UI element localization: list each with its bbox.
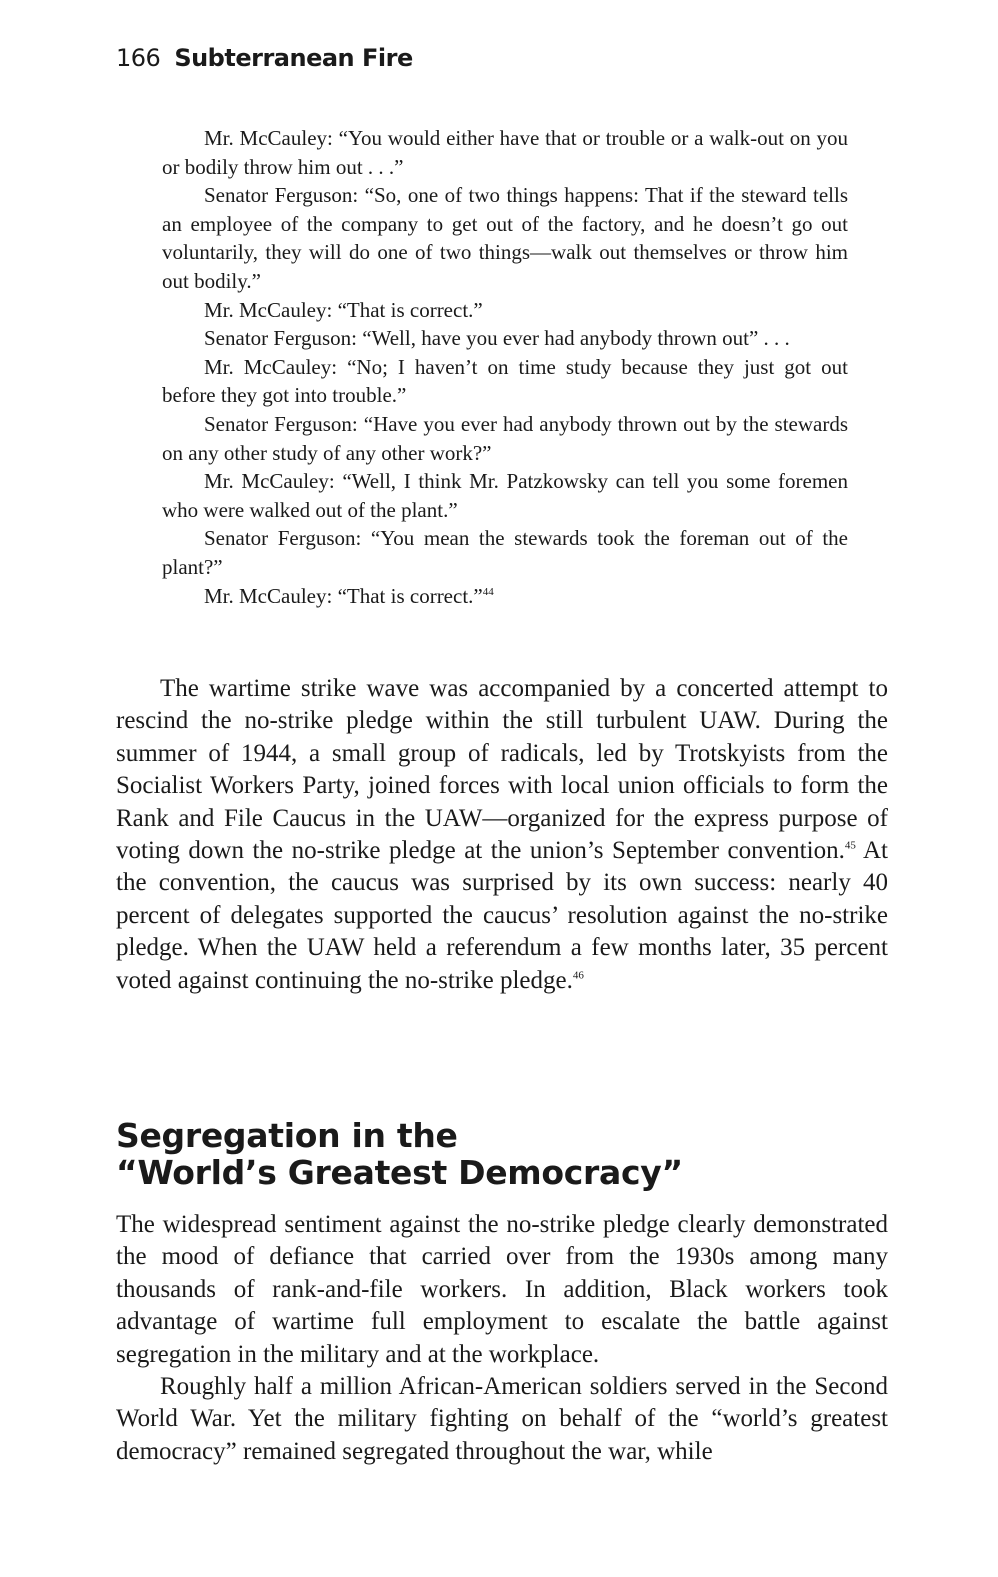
testimony-line: Senator Ferguson: “Have you ever had anybody thrown out by the stewards on any other study of any other work?” bbox=[162, 411, 848, 465]
body-section-2 bbox=[116, 1209, 888, 1468]
running-title: Subterranean Fire bbox=[174, 44, 413, 72]
testimony-text: Mr. McCauley: “That is correct.” bbox=[204, 583, 483, 608]
footnote-marker: 46 bbox=[572, 969, 584, 982]
testimony-line: Senator Ferguson: “So, one of two things happens: That if the steward tells an employee of the company to get out of the factory, and he doesn’t go out voluntarily, they will do one of two things—walk out themselves or throw him out bodily.” bbox=[162, 183, 848, 293]
testimony-line: Mr. McCauley: “You would either have that or trouble or a walk-out on you or bodily throw him out . . .” bbox=[162, 126, 848, 179]
footnote-marker: 44 bbox=[482, 585, 494, 598]
body-paragraph bbox=[116, 673, 888, 997]
paragraph-text: At the convention, the caucus was surprised by its own success: nearly 40 percent of delegates supported the caucus’ resolution against the no-strike pledge. When the UAW held a referendum a few months later, 35 percent voted against continuing the no-strike pledge. bbox=[116, 837, 888, 994]
testimony-line bbox=[162, 582, 848, 611]
section-heading-line: “World’s Greatest Democracy” bbox=[116, 1153, 683, 1192]
page-number: 166 bbox=[116, 44, 161, 72]
testimony-extract bbox=[162, 124, 848, 610]
section-heading-line: Segregation in the bbox=[116, 1116, 458, 1155]
testimony-line: Senator Ferguson: “Well, have you ever had anybody thrown out” . . . bbox=[204, 326, 790, 351]
footnote-marker: 45 bbox=[844, 839, 856, 852]
testimony-line: Mr. McCauley: “No; I haven’t on time study because they just got out before they got into trouble.” bbox=[162, 354, 848, 408]
body-section-1 bbox=[116, 673, 888, 997]
running-header bbox=[116, 44, 413, 72]
testimony-line: Mr. McCauley: “Well, I think Mr. Patzkowsky can tell you some foremen who were walked out of the plant.” bbox=[162, 469, 848, 522]
testimony-line: Mr. McCauley: “That is correct.” bbox=[204, 297, 483, 322]
body-paragraph: Roughly half a million African-American soldiers served in the Second World War. Yet the military fighting on behalf of the “world’s greatest democracy” remained segregated throughout the war, while bbox=[116, 1373, 888, 1465]
testimony-line: Senator Ferguson: “You mean the stewards took the foreman out of the plant?” bbox=[162, 526, 848, 579]
paragraph-text: The wartime strike wave was accompanied by a concerted attempt to rescind the no-strike pledge within the still turbulent UAW. During the summer of 1944, a small group of radicals, led by Trotskyists from the Socialist Workers Party, joined forces with local union officials to form the Rank and File Caucus in the UAW—organized for the express purpose of voting down the no-strike pledge at the union’s September convention. bbox=[116, 675, 888, 865]
section-heading bbox=[116, 1117, 683, 1191]
body-paragraph: The widespread sentiment against the no-strike pledge clearly demonstrated the mood of defiance that carried over from the 1930s among many thousands of rank-and-file workers. In addition, Black workers took advantage of wartime full employment to escalate the battle against segregation in the military and at the workplace. bbox=[116, 1211, 888, 1368]
